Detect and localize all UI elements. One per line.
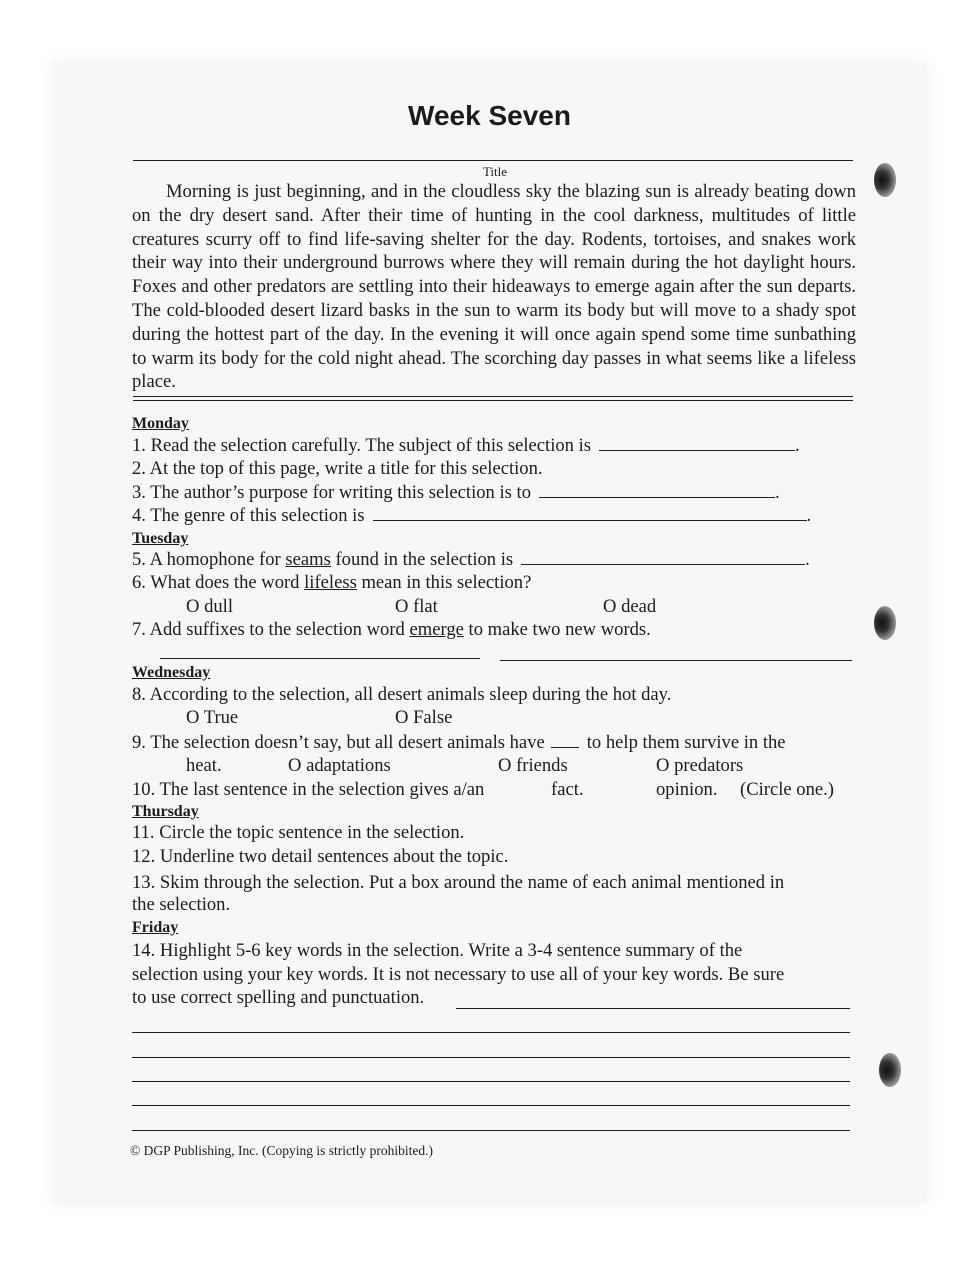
question-11: 11. Circle the topic sentence in the selection. xyxy=(132,822,465,843)
question-8: 8. According to the selection, all desert animals sleep during the hot day. xyxy=(132,684,672,705)
circle-one-note: (Circle one.) xyxy=(740,779,834,800)
period: . xyxy=(805,549,810,570)
day-heading-monday: Monday xyxy=(132,415,189,432)
option-dead[interactable]: O dead xyxy=(603,596,657,617)
answer-blank[interactable] xyxy=(521,550,805,565)
summary-line[interactable] xyxy=(132,1081,850,1082)
reading-passage xyxy=(132,180,856,394)
title-label: Title xyxy=(482,164,508,179)
question-14-line-3: to use correct spelling and punctuation. xyxy=(132,987,425,1008)
punch-hole-bottom xyxy=(879,1053,901,1087)
question-text: to make two new words. xyxy=(463,619,651,640)
question-text: 6. What does the word xyxy=(132,572,305,593)
option-friends[interactable]: O friends xyxy=(498,755,568,776)
underlined-word: seams xyxy=(285,549,331,570)
question-4 xyxy=(132,505,811,527)
question-10: 10. The last sentence in the selection gives a/an xyxy=(132,779,485,800)
question-6 xyxy=(132,572,531,594)
question-14-line-2: selection using your key words. It is not necessary to use all of your key words. Be sure xyxy=(132,964,785,985)
summary-line[interactable] xyxy=(132,1105,850,1106)
question-13-line-2: the selection. xyxy=(132,894,231,915)
question-text: 7. Add suffixes to the selection word xyxy=(132,619,410,640)
question-13-line-1: 13. Skim through the selection. Put a box around the name of each animal mentioned in xyxy=(132,872,785,893)
question-2: 2. At the top of this page, write a title for this selection. xyxy=(132,458,543,479)
option-false[interactable]: O False xyxy=(395,707,453,728)
title-answer-line[interactable] xyxy=(133,160,853,161)
question-text: 3. The author’s purpose for writing this selection is to xyxy=(132,482,532,503)
question-12: 12. Underline two detail sentences about the topic. xyxy=(132,846,509,867)
question-1 xyxy=(132,435,800,457)
answer-line-word-1[interactable] xyxy=(160,658,480,659)
period: . xyxy=(806,505,812,526)
underlined-word: emerge xyxy=(409,619,464,640)
option-predators[interactable]: O predators xyxy=(656,755,744,776)
day-heading-tuesday: Tuesday xyxy=(132,530,189,547)
option-fact[interactable]: fact. xyxy=(551,779,584,800)
question-text: 9. The selection doesn’t say, but all desert animals have xyxy=(132,732,545,753)
question-text: 1. Read the selection carefully. The subject of this selection is xyxy=(132,435,592,456)
question-5 xyxy=(132,549,810,571)
summary-line[interactable] xyxy=(132,1032,850,1033)
underlined-word: lifeless xyxy=(304,572,357,593)
question-text: 4. The genre of this selection is xyxy=(132,505,365,526)
question-text: 5. A homophone for xyxy=(132,549,286,570)
question-14-line-1: 14. Highlight 5-6 key words in the selection. Write a 3-4 sentence summary of the xyxy=(132,940,743,961)
summary-line[interactable] xyxy=(456,1008,850,1009)
question-9-continued: heat. xyxy=(186,755,222,776)
question-text: to help them survive in the xyxy=(586,732,786,753)
period: . xyxy=(795,435,800,456)
option-dull[interactable]: O dull xyxy=(186,596,234,617)
option-opinion[interactable]: opinion. xyxy=(656,779,718,800)
passage-text: Morning is just beginning, and in the cloudless sky the blazing sun is already beating down on the dry desert sand. After their time of hunting in the cool darkness, multitudes of little creatures scurry off to find life-saving shelter for the day. Rodents, tortoises, and snakes work their way into their underground burrows where they will remain during the hot daylight hours. Foxes and other predators are settling into their hideaways to emerge again after the sun departs. The cold-blooded desert lizard basks in the sun to warm its body but will move to a shady spot during the hottest part of the day. In the evening it will once again spend some time sunbathing to warm its body for the cold night ahead. The scorching day passes in what seems like a lifeless place. xyxy=(132,181,856,393)
answer-blank[interactable] xyxy=(373,506,807,521)
period: . xyxy=(775,482,780,503)
day-heading-friday: Friday xyxy=(132,919,179,936)
answer-blank[interactable] xyxy=(599,436,795,451)
question-9 xyxy=(132,732,786,754)
option-adaptations[interactable]: O adaptations xyxy=(288,755,391,776)
divider-line xyxy=(133,400,853,401)
question-text: mean in this selection? xyxy=(356,572,532,593)
copyright-footer: © DGP Publishing, Inc. (Copying is strictly prohibited.) xyxy=(130,1143,433,1158)
punch-hole-top xyxy=(874,163,896,197)
punch-hole-middle xyxy=(874,606,896,640)
question-3 xyxy=(132,482,780,504)
summary-line[interactable] xyxy=(132,1057,850,1058)
option-flat[interactable]: O flat xyxy=(395,596,438,617)
day-heading-thursday: Thursday xyxy=(132,803,199,820)
question-text: found in the selection is xyxy=(330,549,514,570)
day-heading-wednesday: Wednesday xyxy=(132,664,211,681)
summary-line[interactable] xyxy=(132,1130,850,1131)
option-true[interactable]: O True xyxy=(186,707,239,728)
answer-blank[interactable] xyxy=(539,483,775,498)
answer-blank[interactable] xyxy=(551,733,579,748)
answer-line-word-2[interactable] xyxy=(500,660,852,661)
page-title: Week Seven xyxy=(408,100,571,131)
divider-line xyxy=(133,396,853,397)
question-7 xyxy=(132,619,651,641)
